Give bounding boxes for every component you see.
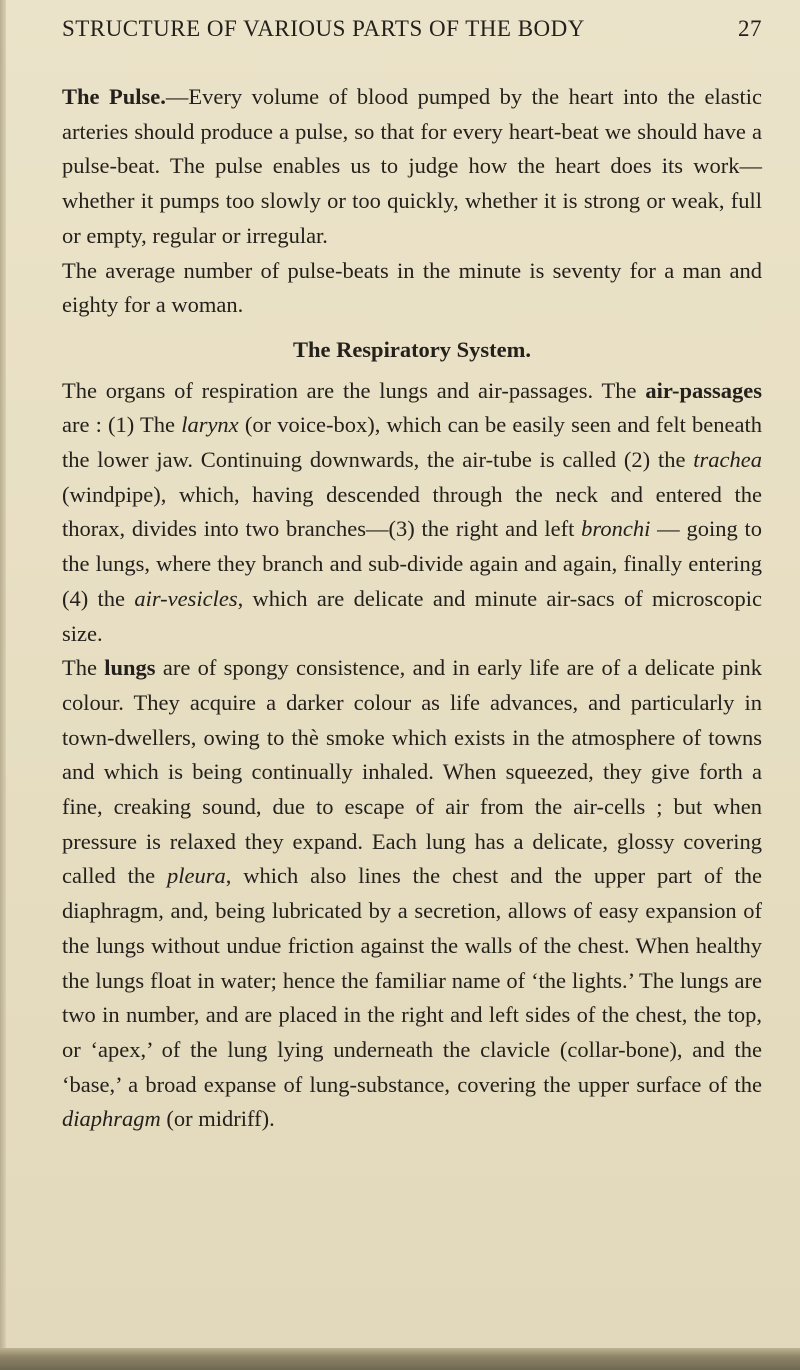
page-bottom-shadow <box>0 1348 800 1370</box>
pulse-heading: The Pulse. <box>62 84 166 109</box>
running-head <box>62 16 762 50</box>
body-text <box>62 80 762 1137</box>
text-run: are of spongy consistence, and in early life are of a delicate pink colour. They acquire a darker colour as life advances, and particularly in town-dwellers, owing to thè smoke which exists in the atmosphere of towns and which is being continually inhaled. When squeezed, they give forth a fine, creaking sound, due to escape of air from the air-cells ; but when pressure is relaxed they expand. Each lung has a delicate, glossy covering called the <box>62 655 762 889</box>
text-run: The <box>62 655 105 681</box>
term-larynx: larynx <box>181 412 239 438</box>
pulse-average-paragraph: The average number of pulse-beats in the minute is seventy for a man and eighty for a woman. <box>62 257 762 318</box>
text-run: , which are delicate and minute air-sacs of microscopic size. <box>62 585 763 646</box>
text-run: — going to the lungs, where they branch and sub-divide again and again, finally entering (4) the <box>62 516 762 611</box>
term-bronchi: bronchi <box>581 516 651 542</box>
text-run: are : (1) The <box>62 412 182 438</box>
page-number: 27 <box>738 16 762 41</box>
text-run: The organs of respiration are the lungs and air-passages. The <box>62 377 646 403</box>
pulse-paragraph <box>62 80 762 254</box>
term-pleura: pleura <box>166 863 226 889</box>
text-run: (or voice-box), which can be easily seen and felt beneath the lower jaw. Continuing downwards, the air-tube is called (2) the <box>62 412 762 473</box>
running-head-title: STRUCTURE OF VARIOUS PARTS OF THE BODY <box>62 16 585 41</box>
respiratory-heading: The Respiratory System. <box>292 336 532 362</box>
respiration-paragraph <box>62 374 762 652</box>
term-lungs: lungs <box>104 655 156 681</box>
page-binding-edge <box>0 0 6 1370</box>
text-run: (or midriff). <box>160 1106 275 1132</box>
pulse-text: —Every volume of blood pumped by the heart into the elastic arteries should produce a pulse, so that for every heart-beat we should have a pulse-beat. The pulse enables us to judge how the heart does its work—whether it pumps too slowly or too quickly, whether it is strong or weak, full or empty, regular or irregular. <box>62 84 762 248</box>
term-air-vesicles: air-vesicles <box>134 585 238 611</box>
text-run: (windpipe), which, having descended through the neck and entered the thorax, divides into two branches—(3) the right and left <box>62 481 762 542</box>
term-trachea: trachea <box>693 447 762 473</box>
term-diaphragm: diaphragm <box>62 1106 161 1132</box>
text-run: , which also lines the chest and the upper part of the diaphragm, and, being lubricated by a secretion, allows of easy expansion of the lungs without undue friction against the walls of the chest. When healthy the lungs float in water; hence the familiar name of ‘the lights.’ The lungs are two in number, and are placed in the right and left sides of the chest, the top, or ‘apex,’ of the lung lying underneath the clavicle (collar-bone), and the ‘base,’ a broad expanse of lung-substance, covering the upper surface of the <box>62 863 763 1097</box>
lungs-paragraph <box>62 651 762 1137</box>
term-air-passages: air-passages <box>645 377 762 403</box>
